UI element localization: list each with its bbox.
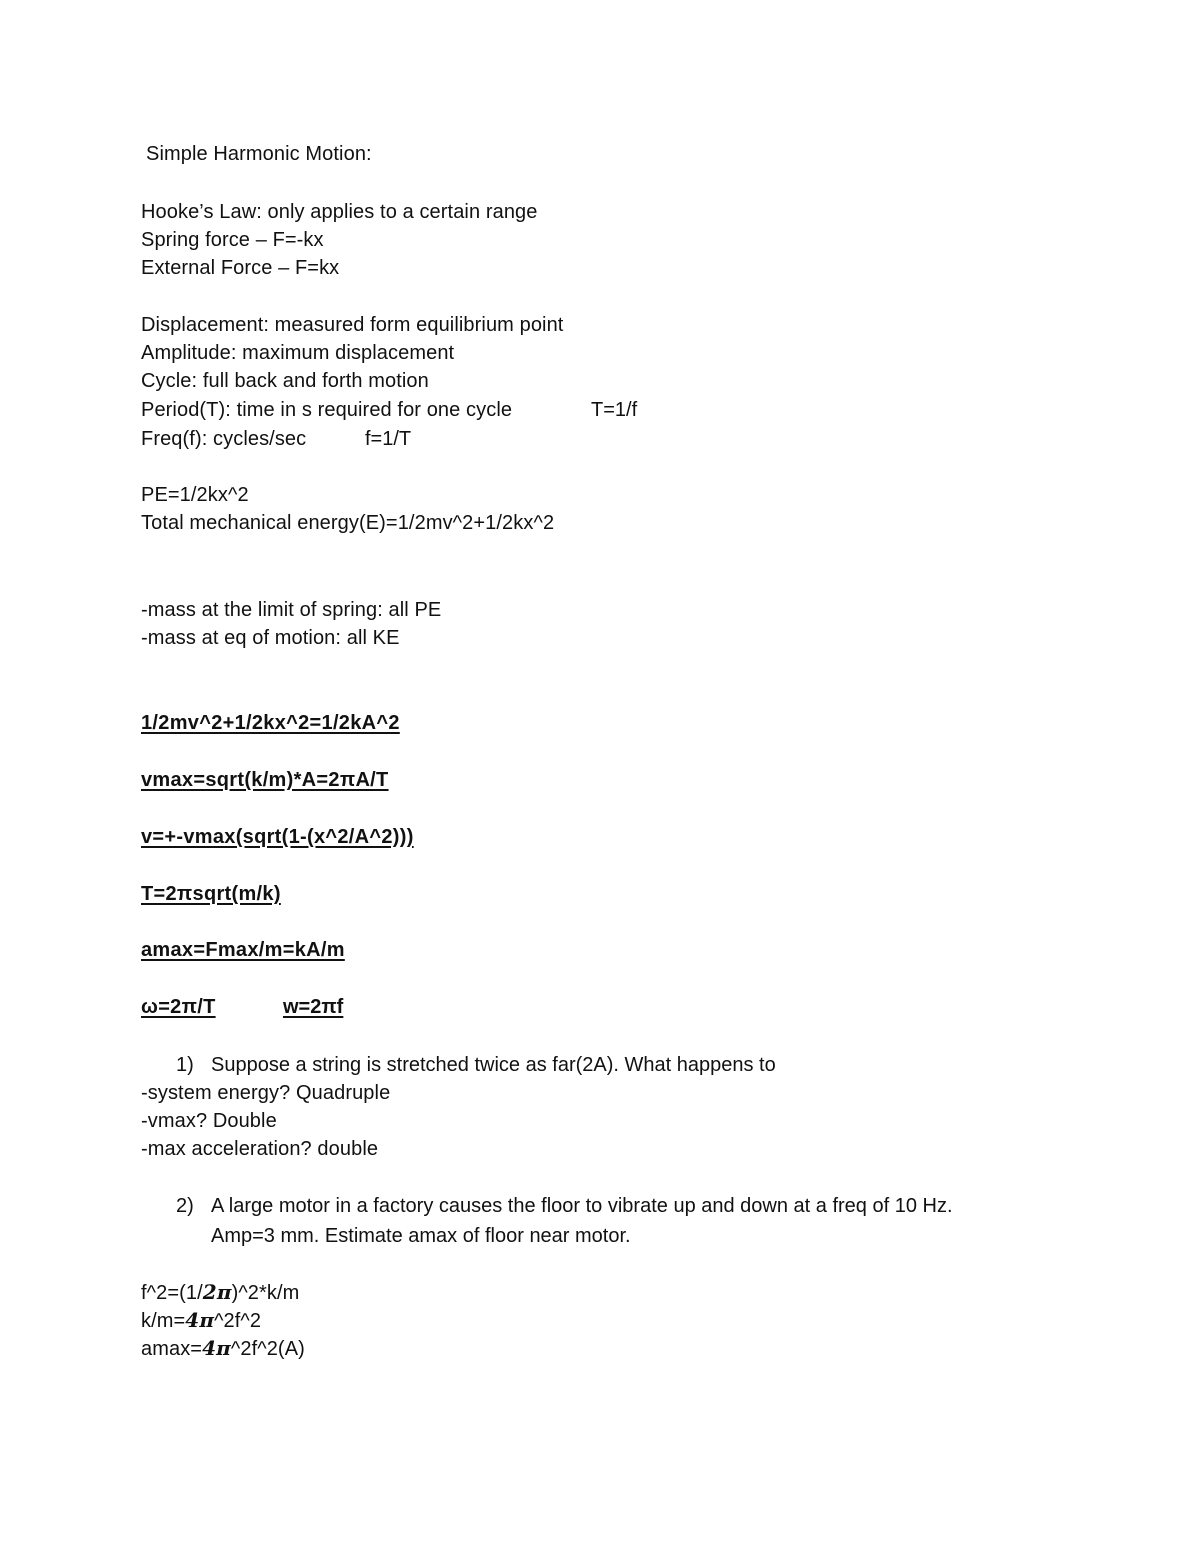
four-pi-symbol: 4π [202, 1336, 231, 1360]
total-energy-line: Total mechanical energy(E)=1/2mv^2+1/2kx^2 [141, 512, 555, 534]
equation-omega: ω=2π/T [141, 996, 216, 1018]
problem-1-answer-energy: -system energy? Quadruple [141, 1082, 391, 1104]
work-line-2-post: ^2f^2 [214, 1310, 262, 1332]
page-title: Simple Harmonic Motion: [146, 143, 372, 165]
problem-1-answer-vmax: -vmax? Double [141, 1110, 277, 1132]
work-line-2 [141, 1308, 261, 1333]
equation-velocity: v=+-vmax(sqrt(1-(x^2/A^2))) [141, 826, 414, 848]
work-line-3-post: ^2f^2(A) [230, 1338, 305, 1360]
spring-force-line: Spring force – F=-kx [141, 229, 324, 251]
note-eq-line: -mass at eq of motion: all KE [141, 627, 400, 649]
equation-energy: 1/2mv^2+1/2kx^2=1/2kA^2 [141, 712, 400, 734]
four-pi-symbol: 4π [185, 1308, 215, 1332]
period-line: Period(T): time in s required for one cycle [141, 399, 513, 421]
equation-period: T=2πsqrt(m/k) [141, 883, 281, 905]
equation-vmax: vmax=sqrt(k/m)*A=2πA/T [141, 769, 389, 791]
work-line-1-pre: f^2=(1/ [141, 1282, 203, 1304]
problem-1-number: 1) [176, 1054, 194, 1076]
note-limit-line: -mass at the limit of spring: all PE [141, 599, 442, 621]
two-pi-symbol: 2π [202, 1280, 232, 1304]
problem-2-number: 2) [176, 1195, 194, 1217]
pe-line: PE=1/2kx^2 [141, 484, 249, 506]
cycle-line: Cycle: full back and forth motion [141, 370, 429, 392]
freq-formula: f=1/T [365, 428, 412, 450]
equation-amax: amax=Fmax/m=kA/m [141, 939, 345, 961]
external-force-line: External Force – F=kx [141, 257, 340, 279]
problem-2-question-line1: A large motor in a factory causes the floor to vibrate up and down at a freq of 10 Hz. [211, 1195, 953, 1217]
period-formula: T=1/f [591, 399, 638, 421]
problem-2-question-line2: Amp=3 mm. Estimate amax of floor near motor. [211, 1225, 631, 1247]
work-line-1-post: )^2*k/m [231, 1282, 300, 1304]
work-line-3-pre: amax= [141, 1338, 203, 1360]
freq-line: Freq(f): cycles/sec [141, 428, 307, 450]
work-line-3 [141, 1336, 305, 1361]
problem-1-question: Suppose a string is stretched twice as far(2A). What happens to [211, 1054, 776, 1076]
hooke-law-line: Hooke’s Law: only applies to a certain range [141, 201, 538, 223]
work-line-2-pre: k/m= [141, 1310, 186, 1332]
problem-1-answer-acceleration: -max acceleration? double [141, 1138, 379, 1160]
amplitude-line: Amplitude: maximum displacement [141, 342, 455, 364]
equation-w: w=2πf [283, 996, 344, 1018]
work-line-1 [141, 1280, 299, 1305]
displacement-line: Displacement: measured form equilibrium point [141, 314, 564, 336]
